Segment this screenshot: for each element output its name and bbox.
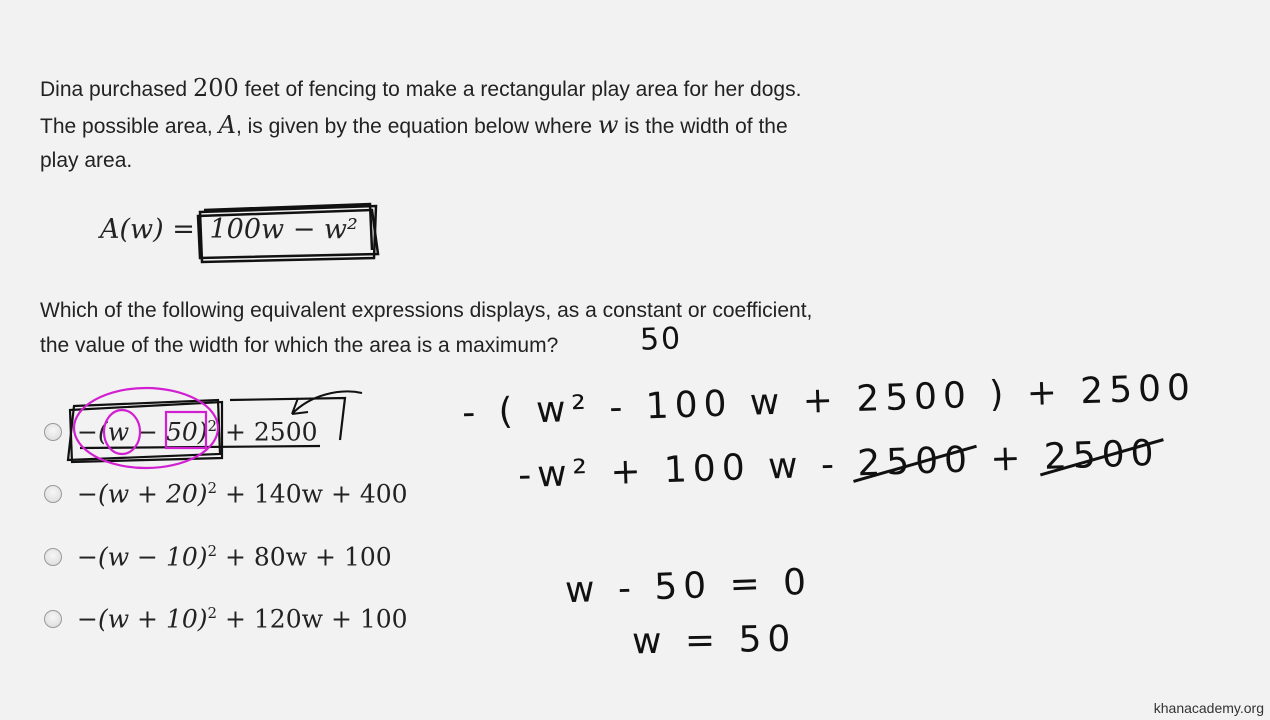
choice-expression: $-(w + 20)^2 + 140w + 400$ [77, 479, 408, 509]
question-line-2 [40, 328, 558, 364]
question-line-1 [40, 293, 812, 329]
struck-term: 2500 [856, 439, 974, 485]
question-text: the value of the width for which the area is a maximum? [40, 334, 559, 357]
radio-button[interactable] [44, 610, 62, 628]
problem-line-1 [40, 70, 801, 108]
radio-button[interactable] [44, 423, 62, 441]
problem-text: play area. [40, 149, 133, 172]
problem-text: Dina purchased [40, 78, 193, 101]
area-equation [100, 214, 358, 245]
handwritten-step-2: -w² + 100 w - 2500 + 2500 [517, 432, 1161, 497]
arrow-icon [292, 391, 362, 414]
equation-rhs: 100w − w² [209, 214, 358, 245]
handwritten-step-3: w - 50 = 0 [564, 561, 813, 612]
answer-choice-1[interactable] [44, 412, 318, 452]
problem-line-2 [40, 107, 788, 145]
fence-length-value: 200 [192, 74, 239, 102]
answer-choice-2[interactable] [44, 474, 408, 514]
watermark: khanacademy.org [1153, 700, 1264, 716]
answer-choice-4[interactable] [44, 599, 408, 639]
radio-button[interactable] [44, 485, 62, 503]
problem-text: is the width of the [618, 115, 788, 138]
area-variable: A [218, 111, 236, 139]
width-variable: w [597, 111, 619, 139]
handwritten-step-4: w = 50 [631, 618, 797, 663]
radio-button[interactable] [44, 548, 62, 566]
choice-expression: $-(w + 10)^2 + 120w + 100$ [77, 604, 408, 634]
struck-term: 2500 [1043, 432, 1161, 478]
problem-text: , is given by the equation below where [235, 115, 598, 138]
problem-text: feet of fencing to make a rectangular play area for her dogs. [238, 78, 802, 101]
handwritten-step-1: - ( w² - 100 w + 2500 ) + 2500 [461, 367, 1197, 434]
choice-expression: $-(w - 50)^2 + 2500$ [77, 417, 318, 447]
problem-text: The possible area, [40, 115, 219, 138]
question-text: Which of the following equivalent expressions displays, as a constant or coefficient, [40, 299, 813, 322]
equation-lhs: A(w) = [100, 214, 195, 245]
answer-choice-3[interactable] [44, 537, 392, 577]
choice-expression: $-(w - 10)^2 + 80w + 100$ [77, 542, 392, 572]
handwritten-answer: 50 [639, 321, 683, 358]
problem-line-3 [40, 143, 132, 179]
